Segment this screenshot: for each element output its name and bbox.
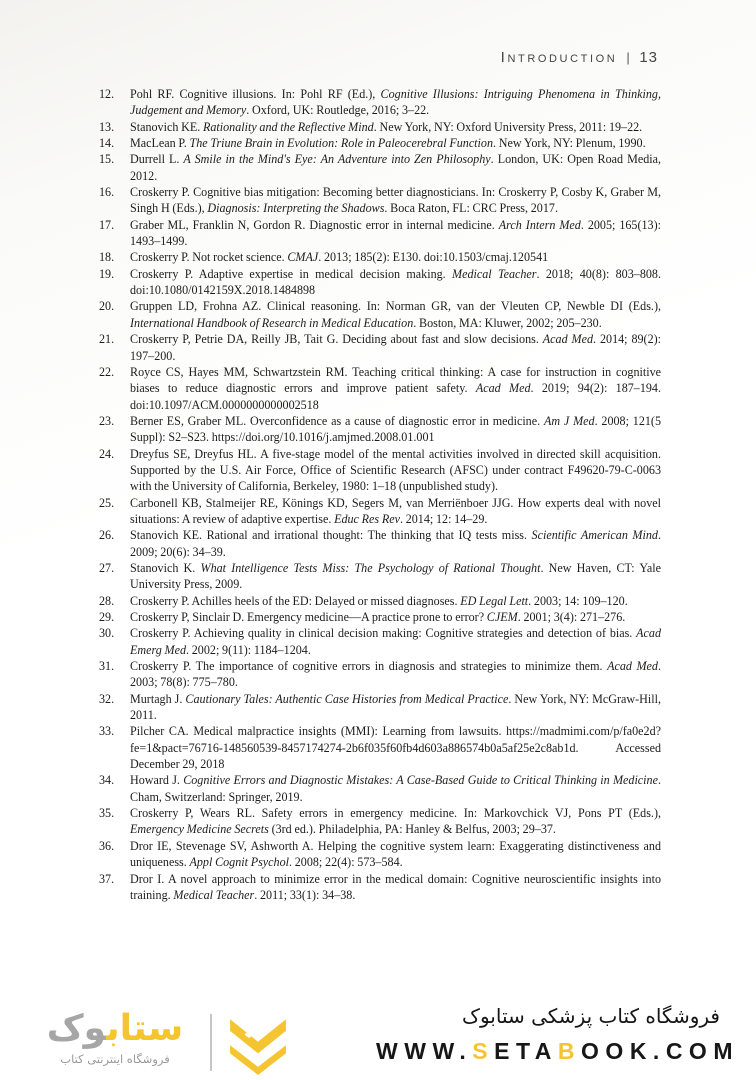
wordmark-gray-part: وک xyxy=(46,1008,107,1049)
reference-item xyxy=(99,184,661,217)
reference-text: Carbonell KB, Stalmeijer RE, Könings KD, Segers M, van Merriënboer JJG. How experts deal with novel situations: A review of adaptive expertise. Educ Res Rev. 2014; 12: 14–29. xyxy=(130,495,661,526)
site-url xyxy=(376,1038,739,1065)
reference-item xyxy=(99,86,661,119)
reference-number: 13. xyxy=(99,119,115,134)
reference-text: Murtagh J. Cautionary Tales: Authentic Case Histories from Medical Practice. New York, NY: McGraw-Hill, 2011. xyxy=(130,691,661,723)
reference-number: 32. xyxy=(99,691,115,706)
reference-item xyxy=(99,249,661,265)
reference-item xyxy=(99,266,661,299)
wordmark-yellow-part: ستاب xyxy=(106,1008,184,1049)
store-description: فروشگاه کتاب پزشکی ستابوک xyxy=(462,1004,720,1028)
reference-text: Dreyfus SE, Dreyfus HL. A five-stage model of the mental activities involved in directed skill acquisition. Supported by the U.S. Air Force, Office of Scientific Research (AFSC) under contract F49620-79-C-0063 with the University of California, Berkeley, 1980: 1–18 (unpublished study). xyxy=(130,446,661,494)
reference-text: Royce CS, Hayes MM, Schwartzstein RM. Teaching critical thinking: A case for instruction in cognitive biases to reduce diagnostic errors and improve patient safety. Acad Med. 2019; 94(2): 187–194. doi:10.1097/ACM.0000000000002518 xyxy=(130,364,661,412)
reference-item xyxy=(99,364,661,413)
reference-number: 24. xyxy=(99,446,115,461)
reference-item xyxy=(99,609,661,625)
reference-number: 25. xyxy=(99,495,115,510)
site-url-segment: WWW. xyxy=(376,1038,473,1064)
reference-item xyxy=(99,871,661,904)
reference-number: 35. xyxy=(99,806,115,821)
reference-text: Croskerry P, Sinclair D. Emergency medicine—A practice prone to error? CJEM. 2001; 3(4): 271–276. xyxy=(130,610,626,624)
reference-text: Stanovich KE. Rationality and the Reflective Mind. New York, NY: Oxford University Press, 2011: 19–22. xyxy=(130,119,643,134)
reference-item xyxy=(99,495,661,528)
reference-number: 30. xyxy=(99,626,115,641)
header-section-initial: I xyxy=(500,49,508,66)
reference-item xyxy=(99,331,661,364)
reference-text: Pilcher CA. Medical malpractice insights (MMI): Learning from lawsuits. https://madmimi.com/p/fa0e2d?fe=1&pact=76716-148560539-8457174274-2b6f035f60fb4d603a886574b0a5af25e2c8ab1d. Accessed December 29, 2018 xyxy=(130,724,661,772)
reference-item xyxy=(99,593,661,609)
reference-number: 36. xyxy=(99,838,115,853)
reference-text: Croskerry P. Cognitive bias mitigation: Becoming better diagnosticians. In: Croskerry P, Cosby K, Graber M, Singh H (Eds.), Diagnosis: Interpreting the Shadows. Boca Raton, FL: CRC Press, 2017. xyxy=(130,185,661,216)
reference-text: Stanovich KE. Rational and irrational thought: The thinking that IQ tests miss. Scientific American Mind. 2009; 20(6): 34–39. xyxy=(130,528,661,559)
reference-text: Croskerry P. The importance of cognitive errors in diagnosis and strategies to minimize them. Acad Med. 2003; 78(8): 775–780. xyxy=(130,659,662,690)
reference-text: Stanovich K. What Intelligence Tests Miss: The Psychology of Rational Thought. New Haven, CT: Yale University Press, 2009. xyxy=(130,560,661,592)
references-list xyxy=(99,86,661,903)
logo-divider xyxy=(210,1014,212,1071)
reference-item xyxy=(99,805,661,838)
reference-item xyxy=(99,527,661,560)
reference-item xyxy=(99,298,661,331)
reference-text: Pohl RF. Cognitive illusions. In: Pohl RF (Ed.), Cognitive Illusions: Intriguing Phenomena in Thinking, Judgement and Memory. Oxford, UK: Routledge, 2016; 3–22. xyxy=(130,87,661,118)
reference-item xyxy=(99,217,661,250)
reference-text: Croskerry P. Not rocket science. CMAJ. 2013; 185(2): E130. doi:10.1503/cmaj.120541 xyxy=(130,250,549,265)
reference-number: 22. xyxy=(99,364,115,379)
reference-number: 12. xyxy=(99,87,115,101)
site-url-segment: S xyxy=(472,1038,495,1064)
reference-item xyxy=(99,413,661,446)
reference-item xyxy=(99,119,661,135)
reference-text: Dror IE, Stevenage SV, Ashworth A. Helping the cognitive system learn: Exaggerating distinctiveness and uniqueness. Appl Cognit Psychol. 2008; 22(4): 573–584. xyxy=(130,838,661,870)
reference-item xyxy=(99,625,661,658)
reference-number: 28. xyxy=(99,593,115,608)
reference-number: 20. xyxy=(99,299,115,314)
reference-text: MacLean P. The Triune Brain in Evolution: Role in Paleocerebral Function. New York, NY: Plenum, 1990. xyxy=(130,136,646,151)
reference-number: 37. xyxy=(99,871,115,886)
reference-number: 26. xyxy=(99,528,115,543)
reference-item xyxy=(99,691,661,724)
reference-number: 34. xyxy=(99,773,115,788)
reference-item xyxy=(99,838,661,871)
reference-number: 27. xyxy=(99,560,115,575)
reference-number: 14. xyxy=(99,136,115,151)
reference-text: Croskerry P. Achieving quality in clinical decision making: Cognitive strategies and detection of bias. Acad Emerg Med. 2002; 9(11): 1184–1204. xyxy=(130,626,661,657)
reference-number: 33. xyxy=(99,724,115,739)
reference-text: Graber ML, Franklin N, Gordon R. Diagnostic error in internal medicine. Arch Intern Med. 2005; 165(13): 1493–1499. xyxy=(130,217,661,249)
reference-text: Croskerry P, Petrie DA, Reilly JB, Tait G. Deciding about fast and slow decisions. Acad Med. 2014; 89(2): 197–200. xyxy=(130,332,661,363)
reference-number: 18. xyxy=(99,250,115,265)
reference-item xyxy=(99,723,661,772)
reference-text: Dror I. A novel approach to minimize error in the medical domain: Cognitive neuroscientific insights into training. Medical Teacher. 2011; 33(1): 34–38. xyxy=(130,871,661,902)
reference-item xyxy=(99,658,661,691)
reference-number: 23. xyxy=(99,413,115,428)
reference-text: Croskerry P, Wears RL. Safety errors in emergency medicine. In: Markovchick VJ, Pons PT (Eds.), Emergency Medicine Secrets (3rd ed.). Philadelphia, PA: Hanley & Belfus, 2003; 29–37. xyxy=(130,806,661,837)
reference-text: Berner ES, Graber ML. Overconfidence as a cause of diagnostic error in medicine. Am J Med. 2008; 121(5 Suppl): S2–S23. https://doi.org/10.1016/j.amjmed.2008.01.001 xyxy=(130,413,661,445)
reference-number: 16. xyxy=(99,185,115,200)
setabook-wordmark xyxy=(33,1006,197,1052)
reference-number: 17. xyxy=(99,217,115,232)
reference-item xyxy=(99,151,661,184)
reference-item xyxy=(99,560,661,593)
reference-text: Gruppen LD, Frohna AZ. Clinical reasoning. In: Norman GR, van der Vleuten CP, Newble DI (Eds.), International Handbook of Research in Medical Education. Boston, MA: Kluwer, 2002; 205–230. xyxy=(130,299,661,330)
page-number: 13 xyxy=(639,49,658,66)
setabook-chevron-icon xyxy=(223,1012,293,1075)
reference-number: 19. xyxy=(99,266,115,281)
header-section-rest: NTRODUCTION xyxy=(507,53,618,65)
header-separator: | xyxy=(626,50,633,65)
reference-text: Durrell L. A Smile in the Mind's Eye: An Adventure into Zen Philosophy. London, UK: Open Road Media, 2012. xyxy=(130,152,662,183)
reference-number: 31. xyxy=(99,659,115,674)
reference-text: Croskerry P. Achilles heels of the ED: Delayed or missed diagnoses. ED Legal Lett. 2003; 14: 109–120. xyxy=(130,593,628,608)
site-url-segment: OOK.COM xyxy=(581,1038,739,1064)
logo-tagline: فروشگاه اینترنتی کتاب xyxy=(60,1052,170,1066)
reference-number: 21. xyxy=(99,332,115,347)
reference-item xyxy=(99,446,661,495)
running-header xyxy=(0,49,658,67)
reference-text: Howard J. Cognitive Errors and Diagnostic Mistakes: A Case-Based Guide to Critical Thinking in Medicine. Cham, Switzerland: Springer, 2019. xyxy=(130,773,661,804)
reference-item xyxy=(99,772,661,805)
reference-number: 15. xyxy=(99,152,115,167)
site-url-segment: B xyxy=(557,1038,582,1064)
reference-number: 29. xyxy=(99,610,115,624)
site-url-segment: ETA xyxy=(494,1038,558,1064)
reference-text: Croskerry P. Adaptive expertise in medical decision making. Medical Teacher. 2018; 40(8): 803–808. doi:10.1080/0142159X.2018.1484898 xyxy=(130,266,661,298)
reference-item xyxy=(99,135,661,151)
